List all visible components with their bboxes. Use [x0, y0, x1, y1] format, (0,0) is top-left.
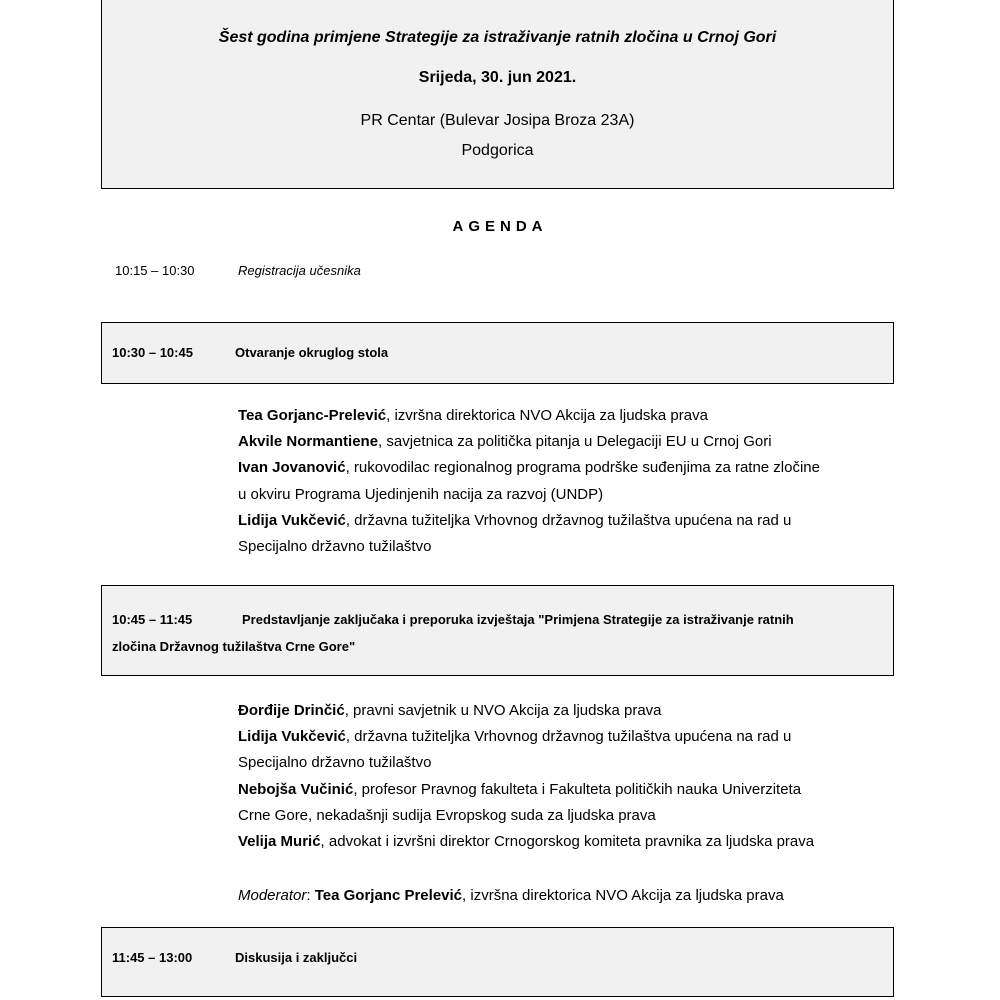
session-opening-bar	[101, 322, 894, 384]
speaker-name: Lidija Vukčević	[238, 511, 346, 529]
speaker-role: , državna tužiteljka Vrhovnog državnog tužilaštva upućena na rad u	[345, 728, 792, 746]
speaker-role-continued: Crne Gore, nekadašnji sudija Evropskog suda za ljudska prava	[238, 806, 656, 824]
moderator-role: , izvršna direktorica NVO Akcija za ljudska prava	[462, 887, 784, 904]
speaker-role-continued: u okviru Programa Ujedinjenih nacija za razvoj (UNDP)	[238, 485, 604, 503]
speaker-item	[238, 724, 908, 750]
speaker-item	[238, 777, 908, 803]
session-presentation-title: Predstavljanje zaključaka i preporuka izvještaja "Primjena Strategije za istraživanje ratnih	[242, 612, 794, 627]
speaker-role: , profesor Pravnog fakulteta i Fakulteta političkih nauka Univerziteta	[353, 780, 802, 798]
session-discussion-bar	[101, 927, 894, 997]
speaker-role: , advokat i izvršni direktor Crnogorskog komiteta pravnika za ljudska prava	[320, 833, 815, 851]
session-presentation-bar	[101, 585, 894, 676]
moderator-separator: :	[306, 887, 315, 904]
session-presentation-row	[112, 612, 883, 627]
speaker-name: Akvile Normantiene	[238, 433, 379, 451]
speaker-role-continued: Specijalno državno tužilaštvo	[238, 754, 432, 772]
speaker-item	[238, 455, 908, 481]
event-header	[101, 0, 894, 189]
speaker-item	[238, 829, 908, 855]
speaker-name: Đorđije Drinčić	[238, 702, 345, 719]
speaker-item	[238, 508, 908, 534]
session-opening-row	[112, 345, 883, 360]
speaker-name: Velija Murić	[238, 833, 321, 851]
session-presentation-title-continued: zločina Državnog tužilaštva Crne Gore"	[112, 639, 356, 654]
session-opening-speakers	[238, 403, 908, 560]
speaker-item	[238, 698, 908, 724]
agenda-heading: AGENDA	[452, 218, 548, 235]
speaker-role: , pravni savjetnik u NVO Akcija za ljudska prava	[344, 702, 662, 719]
session-presentation-time: 10:45 – 11:45	[112, 612, 193, 627]
registration-title: Registracija učesnika	[238, 263, 361, 278]
speaker-name: Ivan Jovanović	[238, 459, 346, 477]
speaker-item	[238, 403, 908, 429]
session-discussion-title: Diskusija i zaključci	[235, 950, 358, 965]
speaker-role: , savjetnica za politička pitanja u Delegaciji EU u Crnoj Gori	[378, 433, 772, 451]
speaker-role: , izvršna direktorica NVO Akcija za ljudska prava	[386, 407, 708, 424]
session-discussion-row	[112, 950, 883, 965]
speaker-role-continued: Specijalno državno tužilaštvo	[238, 538, 432, 556]
registration-time: 10:15 – 10:30	[115, 263, 195, 278]
registration-slot	[115, 263, 361, 278]
event-venue: PR Centar (Bulevar Josipa Broza 23A)	[360, 112, 635, 129]
session-discussion-time: 11:45 – 13:00	[112, 950, 193, 965]
event-date: Srijeda, 30. jun 2021.	[418, 69, 577, 86]
session-opening-title: Otvaranje okruglog stola	[235, 345, 389, 360]
moderator-name: Tea Gorjanc Prelević	[314, 887, 463, 904]
event-city: Podgorica	[461, 142, 534, 159]
session-presentation-speakers	[238, 698, 908, 855]
speaker-name: Lidija Vukčević	[238, 728, 346, 746]
session-opening-time: 10:30 – 10:45	[112, 345, 193, 360]
speaker-name: Nebojša Vučinić	[238, 780, 354, 798]
speaker-name: Tea Gorjanc-Prelević	[238, 407, 387, 424]
speaker-item	[238, 429, 908, 455]
speaker-role: , državna tužiteljka Vrhovnog državnog tužilaštva upućena na rad u	[345, 511, 792, 529]
event-title: Šest godina primjene Strategije za istraživanje ratnih zločina u Crnoj Gori	[218, 29, 777, 46]
moderator-label: Moderator	[238, 887, 307, 904]
speaker-role: , rukovodilac regionalnog programa podrške suđenjima za ratne zločine	[345, 459, 820, 477]
session-moderator	[238, 883, 784, 909]
